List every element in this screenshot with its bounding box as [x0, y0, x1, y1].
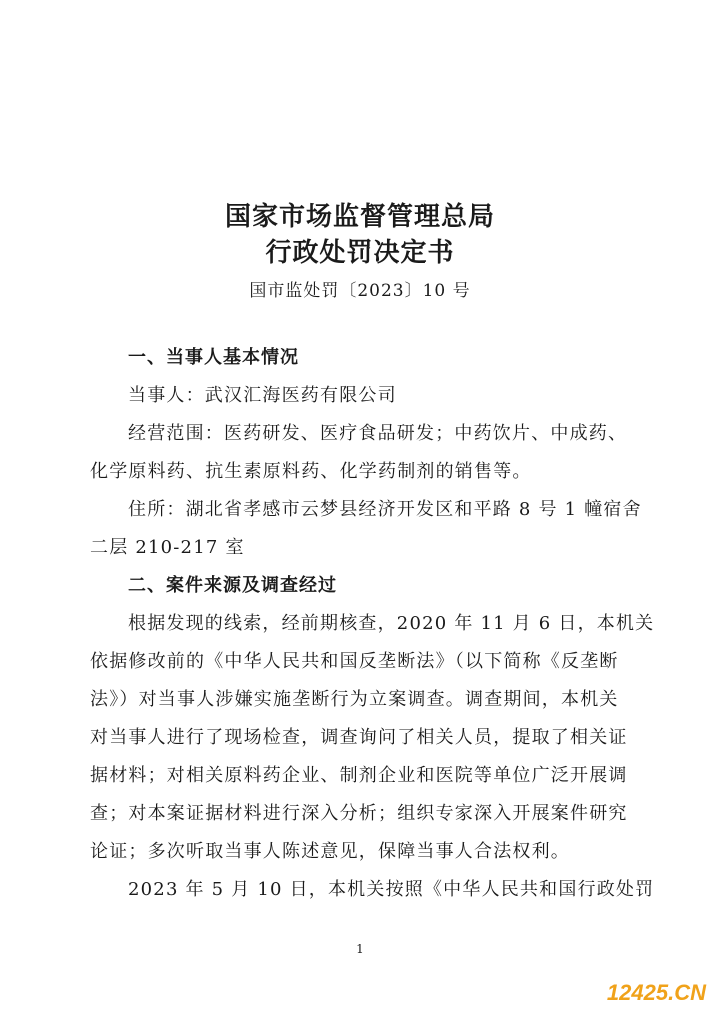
document-number: 国市监处罚〔2023〕10 号 — [249, 281, 471, 301]
agency-title: 国家市场监督管理总局 — [224, 202, 495, 232]
paragraph-line: 根据发现的线索，经前期核查，2020 年 11 月 6 日，本机关 — [128, 613, 655, 634]
site-watermark: 12425.CN — [606, 980, 706, 1005]
paragraph-line: 依据修改前的《中华人民共和国反垄断法》（以下简称《反垄断 — [90, 651, 619, 672]
business-scope-line-2: 化学原料药、抗生素原料药、化学药制剂的销售等。 — [90, 461, 532, 482]
address-line-1: 住所：湖北省孝感市云梦县经济开发区和平路 8 号 1 幢宿舍 — [128, 499, 642, 520]
paragraph-line: 论证；多次听取当事人陈述意见，保障当事人合法权利。 — [90, 841, 570, 862]
paragraph-line: 查；对本案证据材料进行深入分析；组织专家深入开展案件研究 — [90, 803, 628, 824]
page-number: 1 — [356, 942, 364, 956]
paragraph-line: 法》）对当事人涉嫌实施垄断行为立案调查。调查期间，本机关 — [90, 689, 619, 710]
section-heading-party-info: 一、当事人基本情况 — [128, 347, 299, 368]
address-line-2: 二层 210-217 室 — [90, 537, 245, 558]
document-title: 行政处罚决定书 — [265, 238, 455, 268]
party-name-line: 当事人：武汉汇海医药有限公司 — [128, 385, 397, 406]
paragraph-line: 2023 年 5 月 10 日，本机关按照《中华人民共和国行政处罚 — [128, 879, 655, 900]
section-heading-case-source: 二、案件来源及调查经过 — [128, 575, 337, 596]
paragraph-line: 对当事人进行了现场检查，调查询问了相关人员，提取了相关证 — [90, 727, 628, 748]
business-scope-line-1: 经营范围：医药研发、医疗食品研发；中药饮片、中成药、 — [128, 423, 628, 444]
paragraph-line: 据材料；对相关原料药企业、制剂企业和医院等单位广泛开展调 — [90, 765, 628, 786]
